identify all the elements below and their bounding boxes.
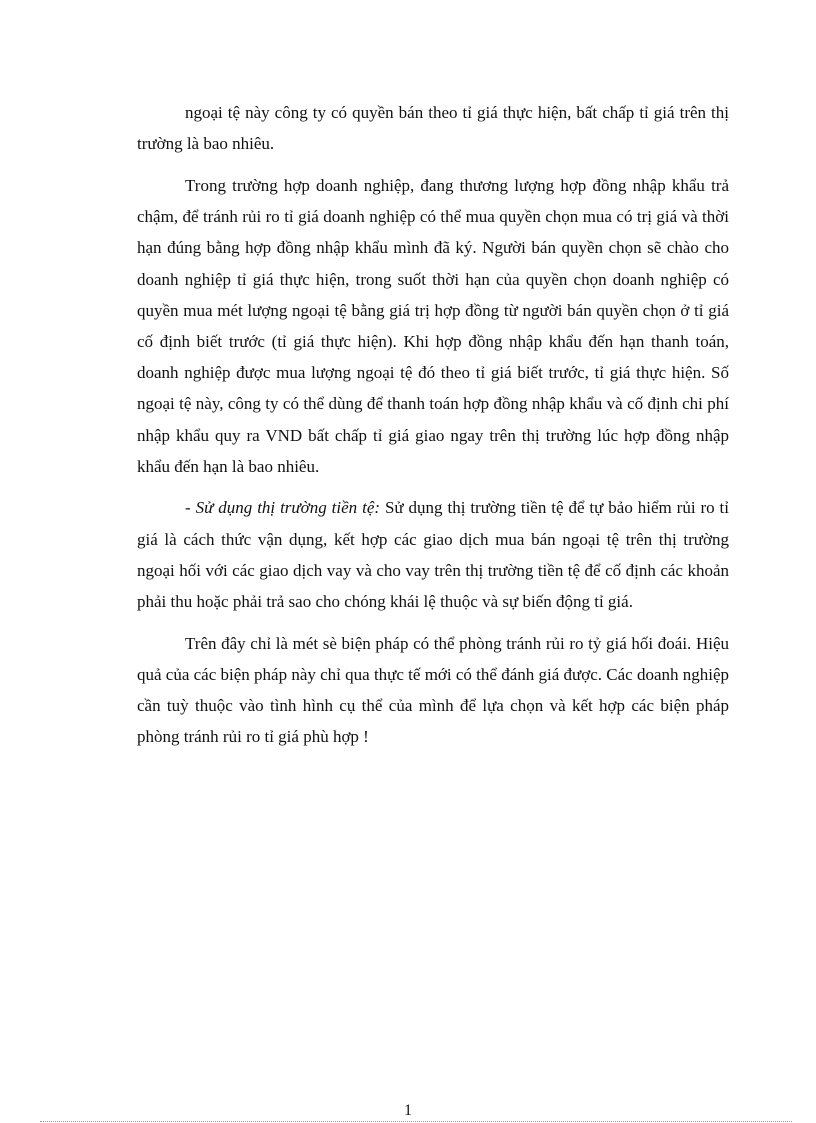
paragraph-text: Trên đây chỉ là mét sè biện pháp có thể phòng tránh rủi ro tỷ giá hối đoái. Hiệu quả của các biện pháp này chỉ qua thực tế mới có thể đánh giá được. Các doanh nghiệp cần tuỳ thuộc vào tình hình cụ thể của mình để lựa chọn và kết hợp các biện pháp phòng tránh rủi ro tỉ giá phù hợp ! bbox=[137, 633, 730, 747]
footer-divider bbox=[40, 1121, 792, 1122]
paragraph-1 bbox=[137, 97, 729, 159]
page-number: 1 bbox=[404, 1102, 412, 1119]
paragraph-lead-heading: - Sử dụng thị trường tiền tệ: bbox=[185, 498, 381, 518]
paragraph-text: Trong trường hợp doanh nghiệp, đang thương lượng hợp đồng nhập khẩu trả chậm, để tránh rủi ro tỉ giá doanh nghiệp có thể mua quyền chọn mua có trị giá và thời hạn đúng bằng hợp đồng nhập khẩu mình đã ký. Người bán quyền chọn sẽ chào cho doanh nghiệp tỉ giá thực hiện, trong suốt thời hạn của quyền chọn doanh nghiệp có quyền mua mét lượng ngoại tệ bằng giá trị hợp đồng từ người bán quyền chọn ở tỉ giá cố định biết trước (tỉ giá thực hiện). Khi hợp đồng nhập khẩu đến hạn thanh toán, doanh nghiệp được mua lượng ngoại tệ đó theo tỉ giá biết trước, tỉ giá thực hiện. Số ngoại tệ này, công ty có thể dùng để thanh toán hợp đồng nhập khẩu và cố định chi phí nhập khẩu quy ra VND bất chấp tỉ giá giao ngay trên thị trường lúc hợp đồng nhập khẩu đến hạn là bao nhiêu. bbox=[137, 175, 729, 476]
paragraph-text: ngoại tệ này công ty có quyền bán theo tỉ giá thực hiện, bất chấp tỉ giá trên thị trường là bao nhiêu. bbox=[137, 103, 729, 154]
paragraph-text: Sử dụng thị trường tiền tệ để tự bảo hiểm rủi ro tỉ giá là cách thức vận dụng, kết hợp các giao dịch mua bán ngoại tệ trên thị trường ngoại hối với các giao dịch vay và cho vay trên thị trường tiền tệ để cố định các khoản phải thu hoặc phải trả sao cho chóng khái lệ thuộc và sự biến động tỉ giá. bbox=[137, 498, 730, 612]
document-body bbox=[137, 97, 729, 763]
paragraph-2 bbox=[137, 170, 729, 482]
paragraph-4 bbox=[137, 628, 729, 753]
paragraph-3 bbox=[137, 492, 729, 617]
